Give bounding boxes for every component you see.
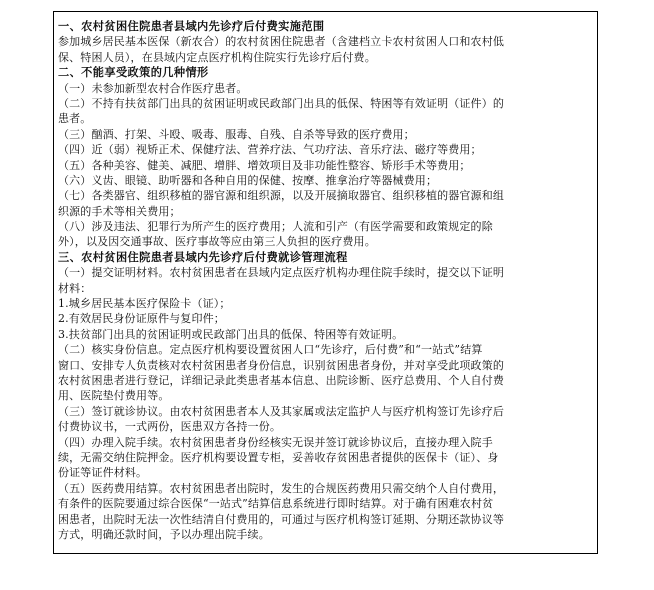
text-line: （二）核实身份信息。定点医疗机构要设置贫困人口“先诊疗，后付费”和“一站式”结算 (58, 343, 483, 357)
text-line: （二）不持有扶贫部门出具的贫困证明或民政部门出具的低保、特困等有效证明（证件）的 (58, 96, 504, 110)
text-line: 患者。 (58, 112, 92, 126)
text-line: 方式，明确还款时间，予以办理出院手续。 (58, 527, 270, 541)
text-line: 2.有效居民身份证原件与复印件； (58, 312, 225, 326)
text-line: （三）酗酒、打架、斗殴、吸毒、服毒、自残、自杀等导致的医疗费用； (58, 127, 415, 141)
text-line: （六）义齿、眼镜、助听器和各种自用的保健、按摩、推拿治疗等器械费用； (58, 173, 438, 187)
text-line: 农村贫困患者进行登记，详细记录此类患者基本信息、出院诊断、医疗总费用、个人自付费 (58, 373, 504, 387)
text-line: 用、医院垫付费用等。 (58, 389, 170, 403)
text-line: （一）未参加新型农村合作医疗患者。 (58, 81, 248, 95)
text-line: 窗口、安排专人负责核对农村贫困患者身份信息，识别贫困患者身份，并对享受此项政策的 (58, 358, 504, 372)
text-line: 保、特困人员），在县域内定点医疗机构住院实行先诊疗后付费。 (58, 50, 376, 64)
text-line: 3.扶贫部门出具的贫困证明或民政部门出具的低保、特困等有效证明。 (58, 327, 404, 341)
text-line: 1.城乡居民基本医疗保险卡（证）； (58, 297, 231, 311)
text-line: 份证等证件材料。 (58, 466, 148, 480)
text-line: 有条件的医院要通过综合医保“一站式”结算信息系统进行即时结算。对于确有困难农村贫 (58, 497, 494, 511)
text-line: 织源的手术等相关费用； (58, 204, 181, 218)
section-heading: 二、不能享受政策的几种情形 (58, 66, 209, 80)
text-line: 外），以及因交通事故、医疗事故等应由第三人负担的医疗费用。 (58, 235, 376, 249)
document-frame (53, 11, 598, 554)
text-line: 续，无需交纳住院押金。医疗机构要设置专柜，妥善收存贫困患者提供的医保卡（证）、身 (58, 450, 499, 464)
text-line: （四）近（弱）视矫正术、保健疗法、营养疗法、气功疗法、音乐疗法、磁疗等费用； (58, 143, 482, 157)
text-line: （四）办理入院手续。农村贫困患者身份经核实无误并签订就诊协议后，直接办理入院手 (58, 435, 493, 449)
text-line: 付费协议书，一式两份，医患双方各持一份。 (58, 420, 281, 434)
section-heading: 一、农村贫困住院患者县域内先诊疗后付费实施范围 (58, 20, 325, 33)
text-line: （一）提交证明材料。农村贫困患者在县域内定点医疗机构办理住院手续时，提交以下证明 (58, 266, 504, 280)
text-line: 参加城乡居民基本医保（新农合）的农村贫困住院患者（含建档立卡农村贫困人口和农村低 (58, 35, 504, 49)
text-line: （三）签订就诊协议。由农村贫困患者本人及其家属或法定监护人与医疗机构签订先诊疗后 (58, 404, 504, 418)
text-line: （五）医药费用结算。农村贫困患者出院时，发生的合规医药费用只需交纳个人自付费用， (58, 481, 504, 495)
text-line: （五）各种美容、健美、减肥、增胖、增效项目及非功能性整容、矫形手术等费用； (58, 158, 471, 172)
text-line: （七）各类器官、组织移植的器官源和组织源，以及开展摘取器官、组织移植的器官源和组 (58, 189, 504, 203)
document-body (58, 19, 597, 542)
text-line: 材料： (58, 281, 92, 295)
text-line: （八）涉及违法、犯罪行为所产生的医疗费用；人流和引产（有医学需要和政策规定的除 (58, 220, 493, 234)
section-heading: 三、农村贫困住院患者县域内先诊疗后付费就诊管理流程 (58, 250, 348, 264)
text-line: 困患者，出院时无法一次性结清自付费用的，可通过与医疗机构签订延期、分期还款协议等 (58, 512, 504, 526)
